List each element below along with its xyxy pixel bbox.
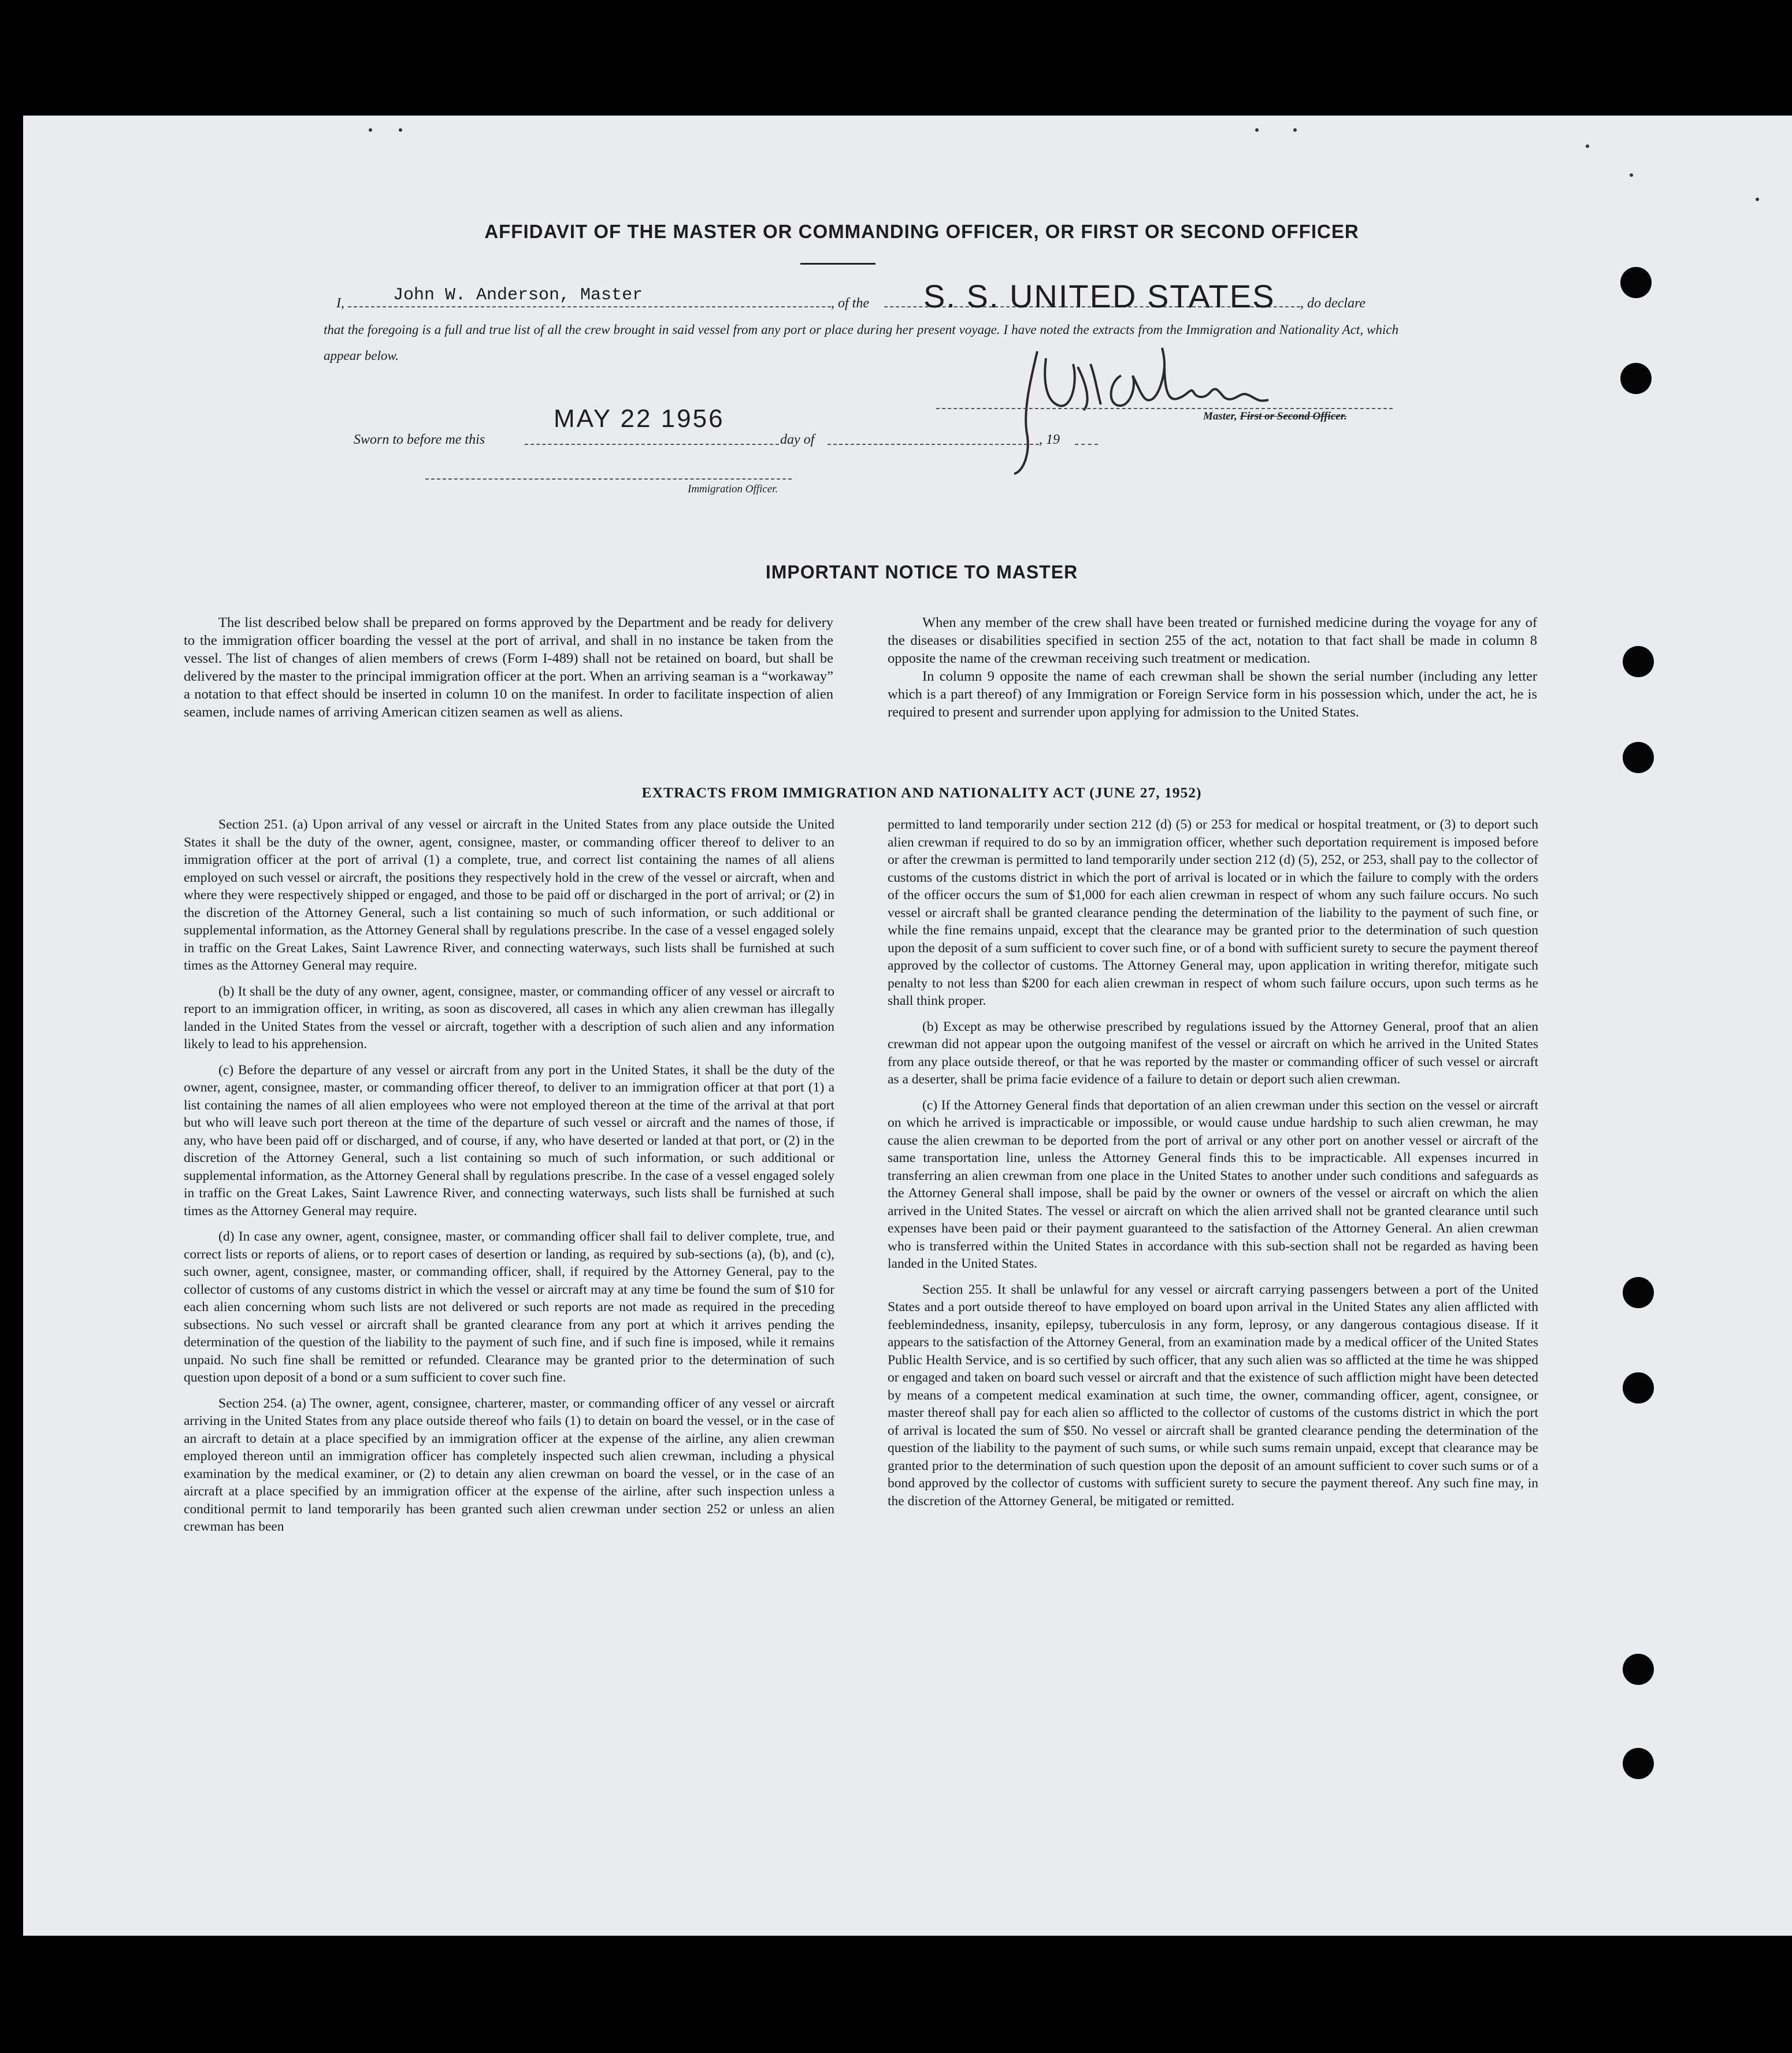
affidavit-title: AFFIDAVIT OF THE MASTER OR COMMANDING OFFICER, OR FIRST OR SECOND OFFICER (484, 221, 1359, 242)
act-paragraph: (c) If the Attorney General finds that deportation of an alien crewman under this section on the vessel or aircraft on which he arrived is impracticable or impossible, or would cause undue hardship to such alien crewman, he may cause the alien crewman to be deported from the port of arrival or any other port on another vessel or aircraft of the same transportation line, unless the Attorney General finds this to be impracticable. All expenses incurred in transferring an alien crewman from one place in the United States to another under such conditions and safeguards as the Attorney General shall impose, shall be paid by the owner or owners of the vessel or aircraft on which the alien arrived in the United States. The vessel or aircraft on which the alien arrived shall not be granted clearance until such expenses have been paid or their payment guaranteed to the satisfaction of the Attorney General. An alien crewman who is transferred within the United States in accordance with this sub-section shall not be regarded as having been landed in the United States. (888, 1097, 1538, 1271)
notice-left-column (184, 614, 833, 721)
master-name: John W. Anderson, Master (393, 285, 643, 305)
extracts-left-column (184, 816, 834, 1544)
act-paragraph: Section 255. It shall be unlawful for any vessel or aircraft carrying passengers between a port of the United States and a port outside thereof to have employed on board upon arrival in the United States any alien afflicted with feeblemindedness, insanity, epilepsy, tuberculosis in any form, leprosy, or any dangerous contagious disease. If it appears to the satisfaction of the Attorney General, from an examination made by a medical officer of the United States Public Health Service, and is so certified by such officer, that any such alien was so afflicted at the time he was shipped or engaged and taken on board such vessel or aircraft and that the existence of such affliction might have been detected by means of a competent medical examination at such time, the owner, commanding officer, agent, consignee, or master thereof shall pay for each alien so afflicted to the collector of customs of the customs district in which the port of arrival is located the sum of $50. No vessel or aircraft shall be granted clearance pending the determination of the question of the liability to the payment of such sums, or while such sums remain unpaid, except that clearance may be granted prior to the determination of such question upon the deposit of an amount sufficient to cover such sums or of a bond approved by the collector of customs with sufficient surety to secure the payment thereof. Any such fine may, in the discretion of the Attorney General, be mitigated or remitted. (888, 1282, 1538, 1509)
sworn-date-stamp: MAY 22 1956 (554, 404, 725, 433)
punch-hole (1623, 1654, 1654, 1685)
month-line (828, 444, 1039, 445)
scan-speck (1293, 128, 1297, 132)
of-the-label: , of the (831, 296, 869, 311)
notice-paragraph: In column 9 opposite the name of each crewman shall be shown the serial number (including any letter which is a part thereof) of any Immigration or Foreign Service form in his possession which, under the act, he is required to present and surrender upon applying for admission to the United States. (888, 669, 1537, 720)
extracts-title: EXTRACTS FROM IMMIGRATION AND NATIONALITY ACT (JUNE 27, 1952) (641, 784, 1202, 801)
scan-speck (1756, 198, 1759, 201)
sworn-date-line (525, 444, 779, 445)
punch-hole (1623, 1748, 1654, 1779)
name-line (348, 306, 831, 307)
scan-speck (1630, 173, 1633, 177)
officer-caption: Immigration Officer. (688, 483, 778, 495)
i-label: I, (336, 296, 344, 311)
notice-title: IMPORTANT NOTICE TO MASTER (765, 562, 1078, 582)
officer-signature-line (425, 478, 792, 480)
year-line (1075, 444, 1098, 445)
punch-hole (1623, 1372, 1654, 1404)
punch-hole (1623, 646, 1654, 677)
scan-speck (369, 128, 372, 132)
sworn-label: Sworn to before me this (354, 432, 485, 447)
master-caption-text: Master, (1203, 410, 1237, 422)
day-of-label: day of (780, 432, 815, 447)
declaration-text: that the foregoing is a full and true list of all the crew brought in said vessel from any port or place during her present voyage. I have noted the extracts from the Immigration and Nationality Act, which appear below. (324, 322, 1398, 363)
punch-hole (1623, 742, 1654, 773)
master-signature-line (936, 408, 1393, 409)
year-label: , 19 (1039, 432, 1060, 447)
scan-speck (399, 128, 402, 132)
master-caption (1203, 410, 1347, 423)
scan-speck (1255, 128, 1259, 132)
notice-paragraph: The list described below shall be prepared on forms approved by the Department and be ready for delivery to the immigration officer boarding the vessel at the port of arrival, and shall in no instance be taken from the vessel. The list of changes of alien members of crews (Form I-489) shall not be retained on board, but shall be delivered by the master to the principal immigration officer at the port. When an arriving seaman is a “workaway” a notation to that effect should be inserted in column 10 on the manifest. In order to facilitate inspection of alien seamen, include names of arriving American citizen seamen as well as aliens. (184, 615, 833, 720)
punch-hole (1620, 267, 1652, 298)
act-paragraph: (c) Before the departure of any vessel or aircraft from any port in the United States, it shall be the duty of the owner, agent, consignee, master, or commanding officer thereof, to deliver to an immigration officer at that port (1) a list containing the names of all alien employees who were not employed thereon at the time of the arrival at that port but who will leave such port thereon at the time of the departure of such vessel or aircraft and the names of those, if any, who have been paid off or discharged, and of course, if any, who have deserted or landed at that port, or (2) in the discretion of the Attorney General, such a list containing so much of such information, or such additional or supplemental information, as the Attorney General shall by regulations prescribe. In the case of a vessel engaged solely in traffic on the Great Lakes, Saint Lawrence River, and connecting waterways, such lists shall be furnished at such times as the Attorney General may require. (184, 1062, 834, 1219)
act-paragraph: (b) It shall be the duty of any owner, agent, consignee, master, or commanding officer of any vessel or aircraft to report to an immigration officer, in writing, as soon as discovered, all cases in which any alien crewman has illegally landed in the United States from the vessel or aircraft, together with a description of such alien and any information likely to lead to his apprehension. (184, 983, 834, 1052)
act-paragraph: permitted to land temporarily under section 212 (d) (5) or 253 for medical or hospital treatment, or (3) to deport such alien crewman if required to do so by an immigration officer, whether such deportation requirement is imposed before or after the crewman is permitted to land temporarily under section 212 (d) (5), 252, or 253, shall pay to the collector of customs of the customs district in which the port of arrival is located or in which the failure to comply with the orders of the officer occurs the sum of $1,000 for each alien crewman in respect of whom any such failure occurs. No such vessel or aircraft shall be granted clearance pending the determination of the liability to the payment of such fine, or while the fine remains unpaid, except that the clearance may be granted prior to the determination of such question upon the deposit of a sum sufficient to cover such fine, or of a bond with sufficient surety to secure the payment thereof approved by the collector of customs. The Attorney General may, upon application in writing therefor, mitigate such penalty to not less than $200 for each alien crewman in respect of whom such failure occurs, upon such terms as he shall think proper. (888, 817, 1538, 1008)
act-paragraph: Section 251. (a) Upon arrival of any vessel or aircraft in the United States from any place outside the United States it shall be the duty of the owner, agent, consignee, master, or commanding officer thereof to deliver to an immigration officer at the port of arrival (1) a complete, true, and correct list containing the names of all aliens employed on such vessel or aircraft, the positions they respectively hold in the crew of the vessel or aircraft, when and where they were respectively shipped or engaged, and those to be paid off or discharged in the port of arrival; or (2) in the discretion of the Attorney General, such a list containing so much of such information, or such additional or supplemental information, as the Attorney General shall by regulations prescribe. In the case of a vessel engaged solely in traffic on the Great Lakes, Saint Lawrence River, and connecting waterways, such lists shall be furnished at such times as the Attorney General may require. (184, 817, 834, 973)
title-divider (800, 263, 875, 265)
act-paragraph: Section 254. (a) The owner, agent, consignee, charterer, master, or commanding officer of any vessel or aircraft arriving in the United States from any place outside thereof who fails (1) to detain on board the vessel, or in the case of an aircraft to detain at a place specified by an immigration officer at the expense of the airline, any alien crewman employed thereon until an immigration officer has completely inspected such alien crewman, including a physical examination by the medical examiner, or (2) to detain any alien crewman on board the vessel, or in the case of an aircraft at a place specified by an immigration officer at the expense of the airline, after such inspection unless a conditional permit to land temporarily has been granted such alien crewman under section 252 or unless an alien crewman has been (184, 1395, 834, 1534)
do-declare-label: , do declare (1300, 296, 1366, 311)
act-paragraph: (d) In case any owner, agent, consignee, master, or commanding officer shall fail to deliver complete, true, and correct lists or reports of aliens, or to report cases of desertion or landing, as required by sub-sections (a), (b), and (c), such owner, agent, consignee, master, or commanding officer, shall, if required by the Attorney General, pay to the collector of customs of any customs district in which the vessel or aircraft may at any time be found the sum of $10 for each alien concerning whom such lists are not delivered or such reports are not made as required in the preceding subsections. No such vessel or aircraft shall be granted clearance from any port at which it arrives pending the determination of the question of the liability to the payment of such fine, and if such fine is imposed, while it remains unpaid. No such fine shall be remitted or refunded. Clearance may be granted prior to the determination of such question upon deposit of a bond or a sum sufficient to cover such fine. (184, 1229, 834, 1385)
extracts-right-column (888, 816, 1538, 1518)
act-paragraph: (b) Except as may be otherwise prescribed by regulations issued by the Attorney General, proof that an alien crewman did not appear upon the outgoing manifest of the vessel or aircraft on which he arrived in the United States from any place outside thereof, or that he was reported by the master or commanding officer of such vessel or aircraft as a deserter, shall be prima facie evidence of a failure to detain or deport such alien crewman. (888, 1019, 1538, 1087)
punch-hole (1620, 363, 1652, 394)
scan-speck (1586, 144, 1589, 148)
vessel-name: S. S. UNITED STATES (923, 278, 1275, 314)
punch-hole (1623, 1277, 1654, 1308)
notice-paragraph: When any member of the crew shall have been treated or furnished medicine during the voyage for any of the diseases or disabilities specified in section 255 of the act, notation to that fact shall be made in column 8 opposite the name of the crewman receiving such treatment or medication. (888, 615, 1537, 666)
struck-caption: First or Second Officer. (1240, 410, 1347, 422)
notice-right-column (888, 614, 1537, 721)
